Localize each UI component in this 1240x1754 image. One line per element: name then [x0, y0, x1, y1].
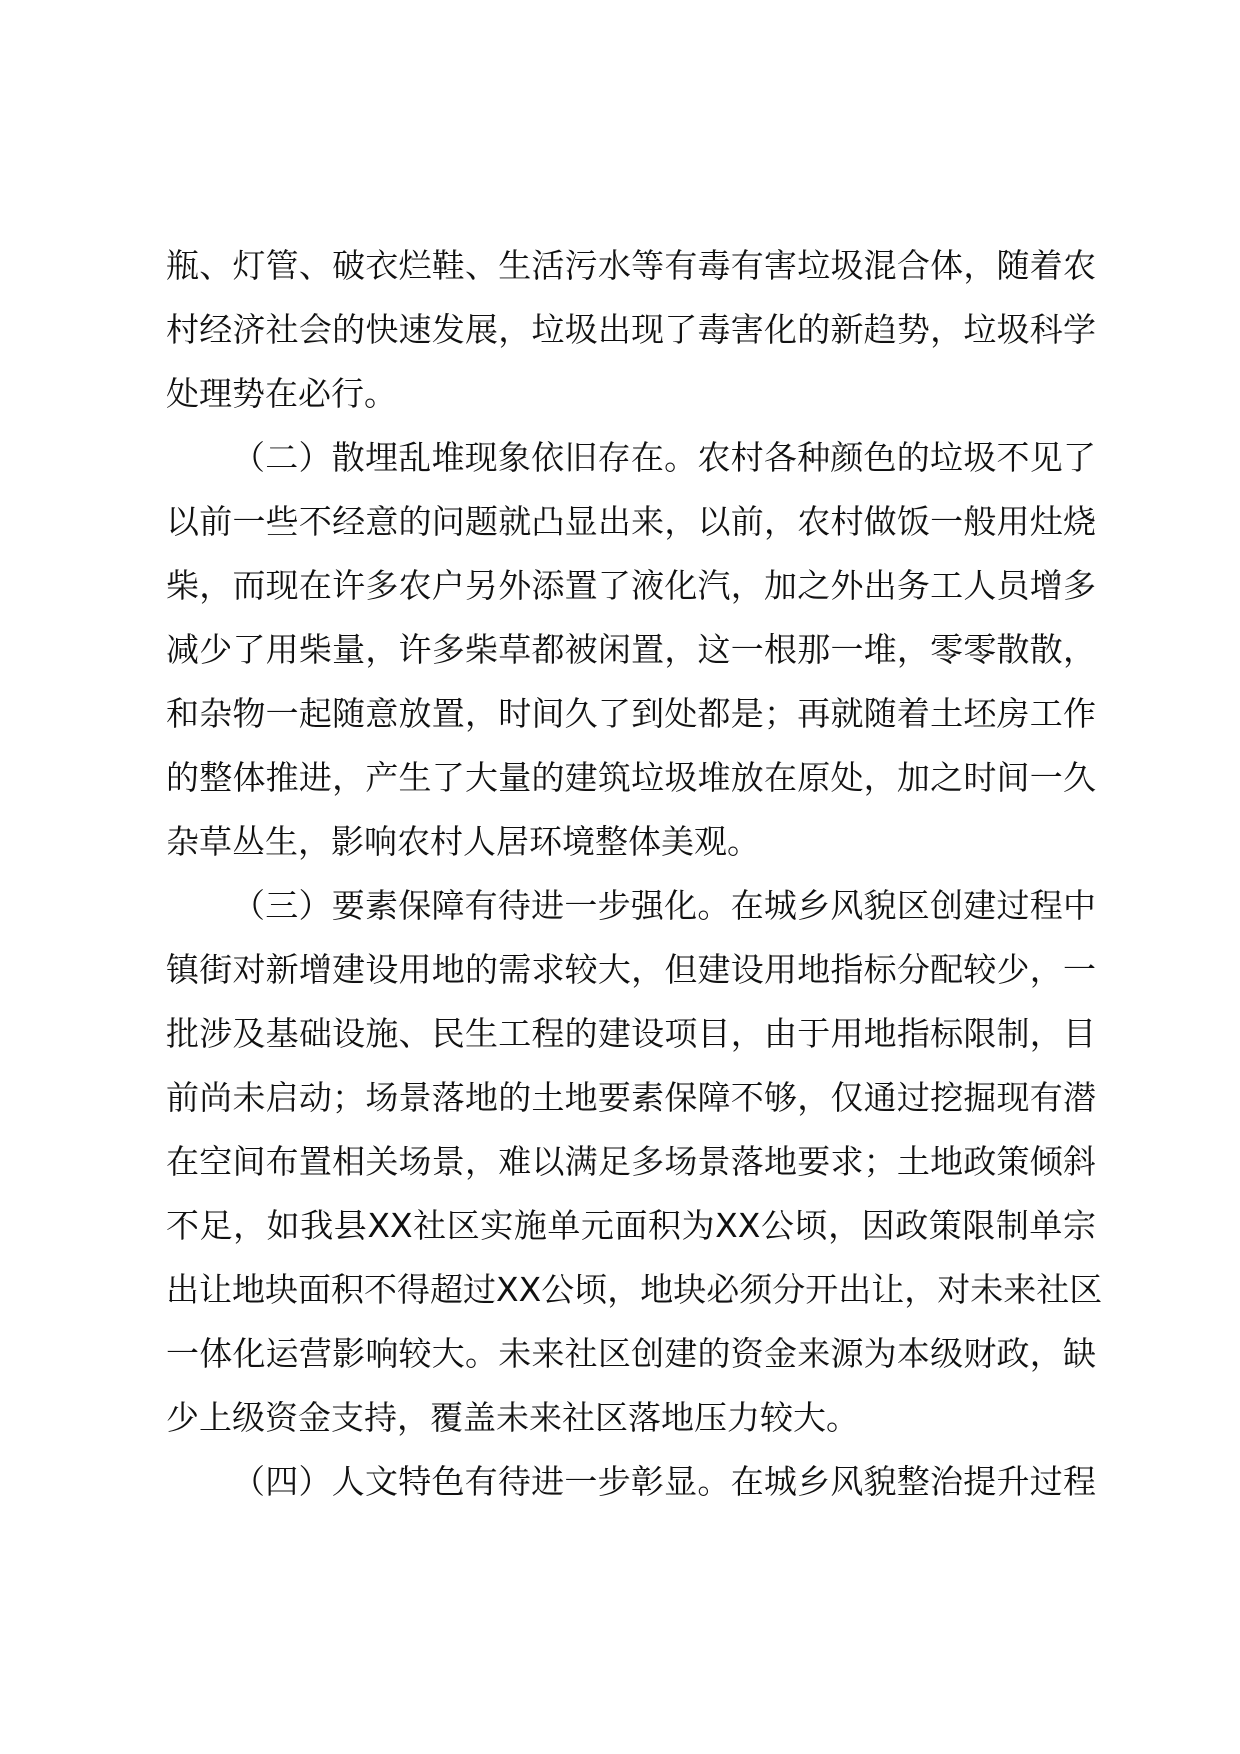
text-line: 减少了用柴量，许多柴草都被闲置，这一根那一堆，零零散散， [166, 630, 1096, 669]
text-line: 杂草丛生，影响农村人居环境整体美观。 [166, 822, 760, 861]
paragraph-section-4 [166, 1450, 1096, 1514]
text-line: 前尚未启动；场景落地的土地要素保障不够，仅通过挖掘现有潜 [166, 1078, 1096, 1117]
text-line: 一体化运营影响较大。未来社区创建的资金来源为本级财政，缺 [166, 1334, 1096, 1373]
text-line: 出让地块面积不得超过XX公顷，地块必须分开出让，对未来社区 [166, 1270, 1103, 1309]
text-line: 的整体推进，产生了大量的建筑垃圾堆放在原处，加之时间一久 [166, 758, 1096, 797]
section-heading-line: （二）散埋乱堆现象依旧存在。农村各种颜色的垃圾不见了 [232, 438, 1096, 477]
text-line: 以前一些不经意的问题就凸显出来，以前，农村做饭一般用灶烧 [166, 502, 1096, 541]
text-line: 批涉及基础设施、民生工程的建设项目，由于用地指标限制，目 [166, 1014, 1096, 1053]
text-line: 在空间布置相关场景，难以满足多场景落地要求；土地政策倾斜 [166, 1142, 1096, 1181]
paragraph-section-3 [166, 874, 1103, 1450]
paragraph-section-2 [166, 426, 1096, 874]
text-line: 不足，如我县XX社区实施单元面积为XX公顷，因政策限制单宗 [166, 1206, 1096, 1245]
paragraph-continuation [166, 234, 1096, 426]
text-line: 少上级资金支持，覆盖未来社区落地压力较大。 [166, 1398, 859, 1437]
section-heading-line: （四）人文特色有待进一步彰显。在城乡风貌整治提升过程 [232, 1462, 1096, 1501]
text-line: 柴，而现在许多农户另外添置了液化汽，加之外出务工人员增多 [166, 566, 1096, 605]
text-line: 镇街对新增建设用地的需求较大，但建设用地指标分配较少，一 [166, 950, 1096, 989]
text-line: 处理势在必行。 [166, 374, 397, 413]
text-line: 和杂物一起随意放置，时间久了到处都是；再就随着土坯房工作 [166, 694, 1096, 733]
text-line: 瓶、灯管、破衣烂鞋、生活污水等有毒有害垃圾混合体，随着农 [166, 246, 1096, 285]
text-line: 村经济社会的快速发展，垃圾出现了毒害化的新趋势，垃圾科学 [166, 310, 1096, 349]
section-heading-line: （三）要素保障有待进一步强化。在城乡风貌区创建过程中 [232, 886, 1096, 925]
body-text [166, 234, 1103, 1514]
